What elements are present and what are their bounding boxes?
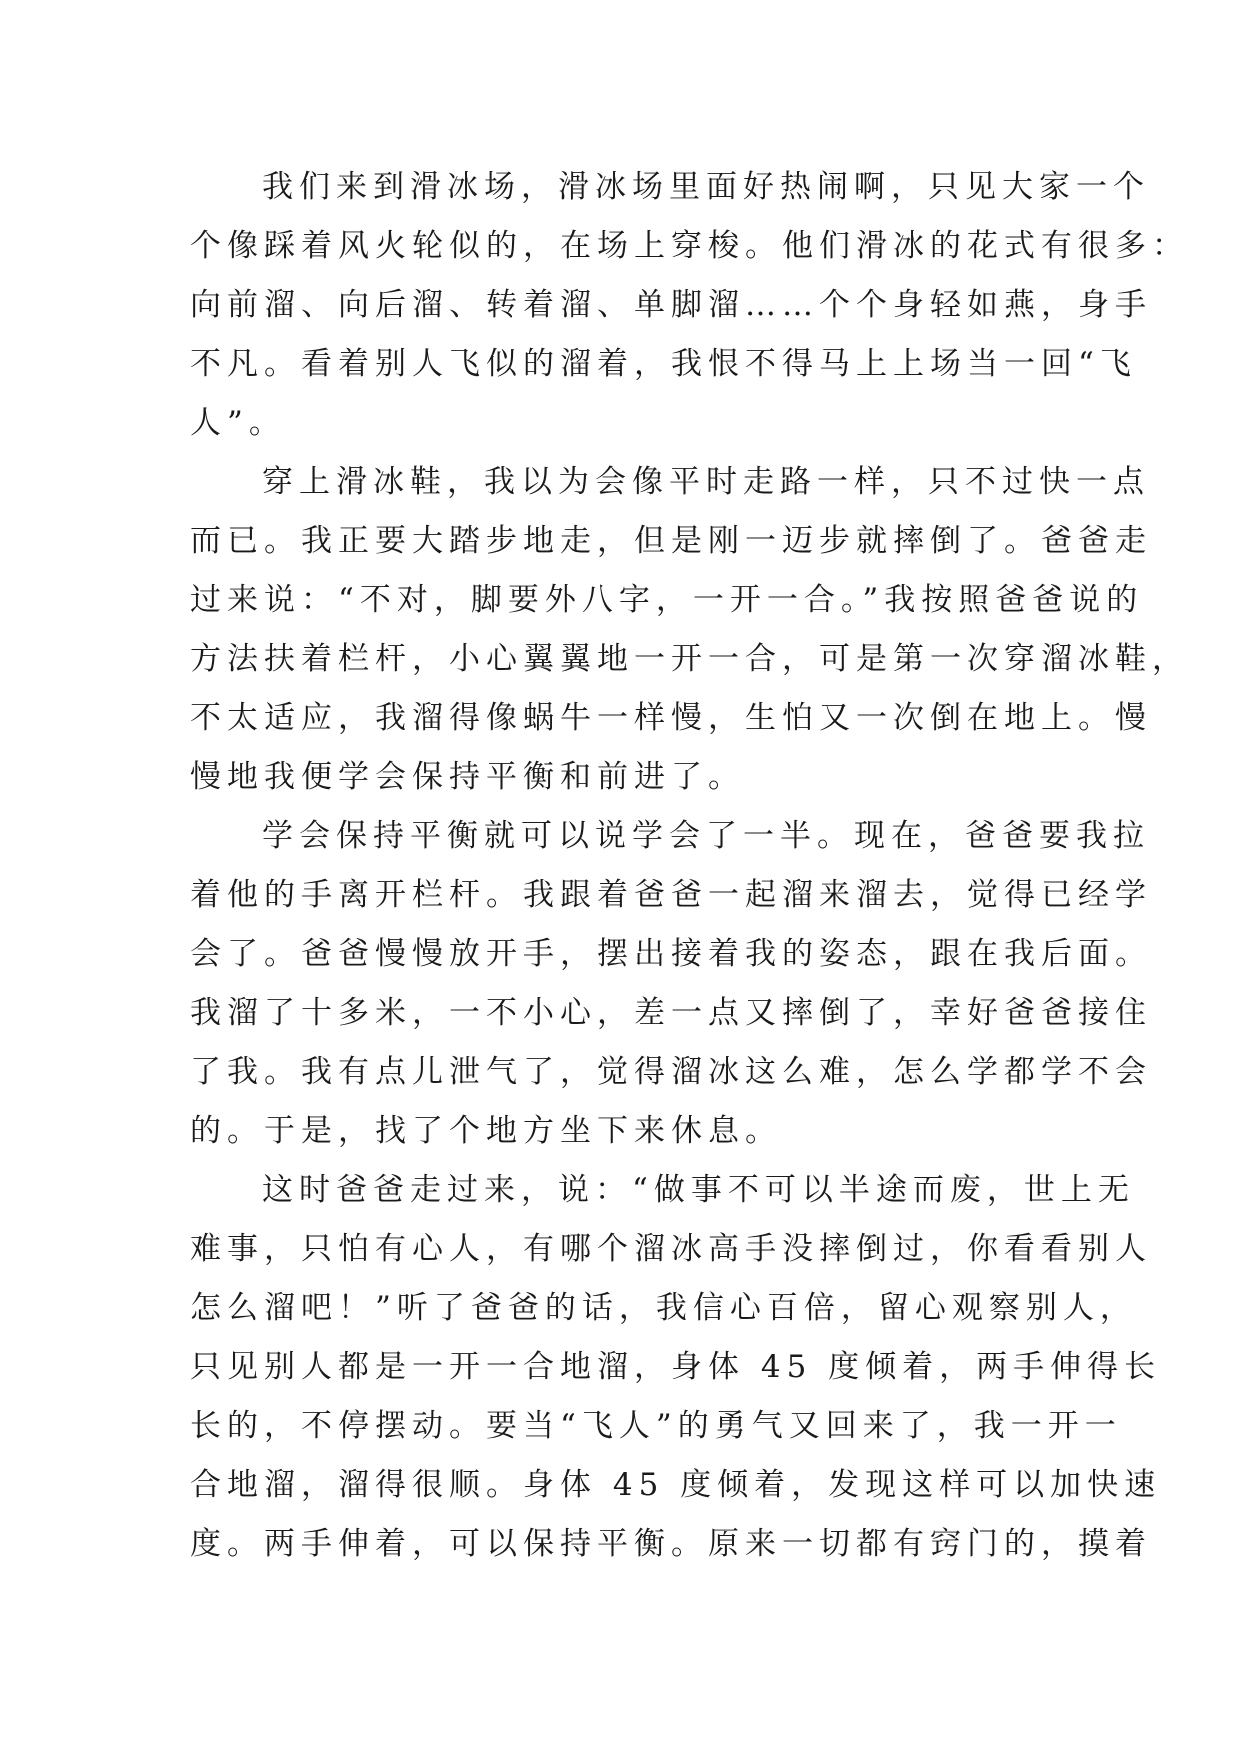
text-line: 着他的手离开栏杆。我跟着爸爸一起溜来溜去，觉得已经学 xyxy=(190,877,1152,913)
text-line: 合地溜，溜得很顺。身体 45 度倾着，发现这样可以加快速 xyxy=(190,1467,1162,1503)
paragraph-2 xyxy=(190,453,1189,807)
text-line: 我们来到滑冰场，滑冰场里面好热闹啊，只见大家一个 xyxy=(262,169,1150,205)
text-line: 穿上滑冰鞋，我以为会像平时走路一样，只不过快一点 xyxy=(262,464,1150,500)
text-line: 长的，不停摆动。要当“飞人”的勇气又回来了，我一开一 xyxy=(190,1408,1122,1444)
text-line: 不凡。看着别人飞似的溜着，我恨不得马上上场当一回“飞 xyxy=(190,346,1137,382)
text-line: 这时爸爸走过来，说：“做事不可以半途而废，世上无 xyxy=(262,1172,1135,1208)
text-line: 向前溜、向后溜、转着溜、单脚溜……个个身轻如燕，身手 xyxy=(190,287,1152,323)
text-line: 难事，只怕有心人，有哪个溜冰高手没摔倒过，你看看别人 xyxy=(190,1231,1152,1267)
paragraph-3 xyxy=(190,807,1152,1161)
text-line: 学会保持平衡就可以说学会了一半。现在，爸爸要我拉 xyxy=(262,818,1150,854)
paragraph-4 xyxy=(190,1161,1162,1574)
text-line: 人”。 xyxy=(190,405,286,441)
text-line: 度。两手伸着，可以保持平衡。原来一切都有窍门的，摸着 xyxy=(190,1526,1152,1562)
text-line: 会了。爸爸慢慢放开手，摆出接着我的姿态，跟在我后面。 xyxy=(190,936,1152,972)
text-line: 慢地我便学会保持平衡和前进了。 xyxy=(190,759,745,795)
text-line: 个像踩着风火轮似的，在场上穿梭。他们滑冰的花式有很多： xyxy=(190,228,1189,264)
paragraph-1 xyxy=(190,158,1189,453)
text-line: 不太适应，我溜得像蜗牛一样慢，生怕又一次倒在地上。慢 xyxy=(190,700,1152,736)
text-line: 过来说：“不对，脚要外八字，一开一合。”我按照爸爸说的 xyxy=(190,582,1144,618)
text-line: 方法扶着栏杆，小心翼翼地一开一合，可是第一次穿溜冰鞋， xyxy=(190,641,1189,677)
document-body xyxy=(190,158,1189,1574)
text-line: 了我。我有点儿泄气了，觉得溜冰这么难，怎么学都学不会 xyxy=(190,1054,1152,1090)
text-line: 而已。我正要大踏步地走，但是刚一迈步就摔倒了。爸爸走 xyxy=(190,523,1152,559)
text-line: 只见别人都是一开一合地溜，身体 45 度倾着，两手伸得长 xyxy=(190,1349,1162,1385)
text-line: 的。于是，找了个地方坐下来休息。 xyxy=(190,1113,782,1149)
text-line: 我溜了十多米，一不小心，差一点又摔倒了，幸好爸爸接住 xyxy=(190,995,1152,1031)
text-line: 怎么溜吧！”听了爸爸的话，我信心百倍，留心观察别人， xyxy=(190,1290,1137,1326)
